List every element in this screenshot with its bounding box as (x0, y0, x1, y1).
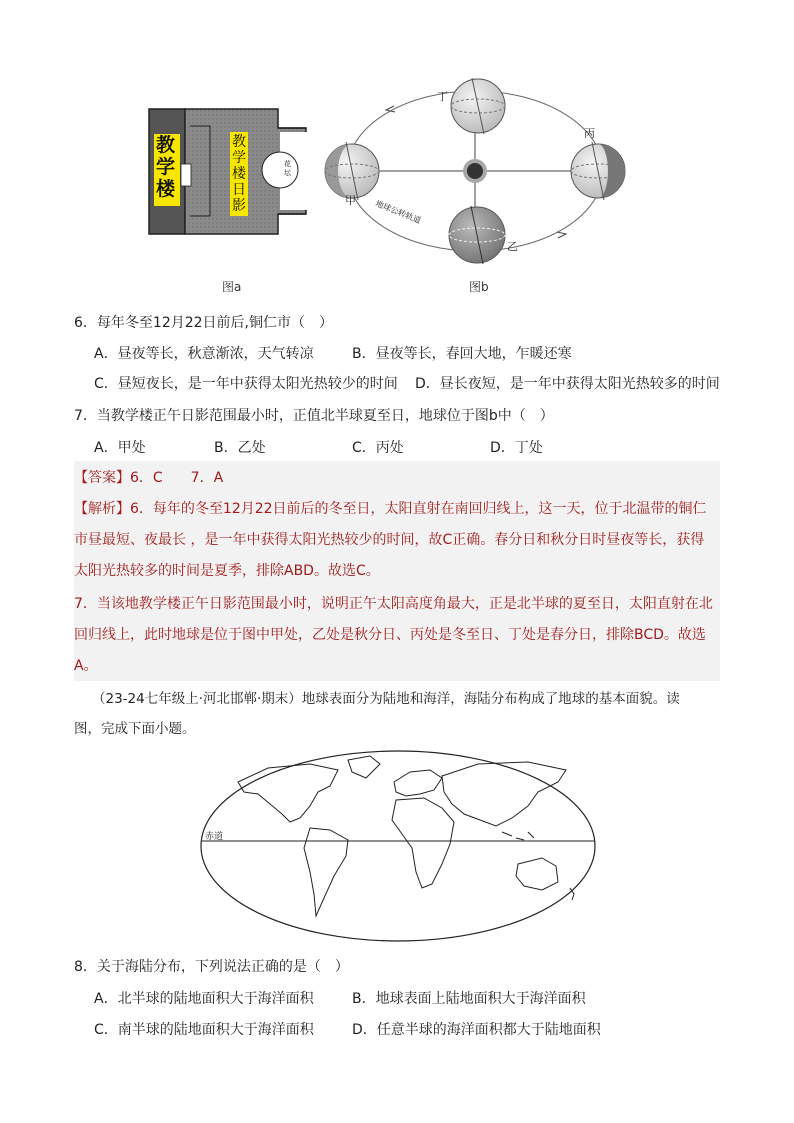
figure-b-orbit (322, 70, 632, 270)
q7-option-a: A．甲处 (94, 440, 146, 456)
q8-stem: 8．关于海陆分布，下列说法正确的是（ ） (74, 959, 349, 975)
analysis-7-text-2: 回归线上，此时地球是位于图中甲处，乙处是秋分日、丙处是冬至日、丁处是春分日，排除BCD。故选 (74, 627, 706, 643)
q6-stem: 6．每年冬至12月22日前后,铜仁市（ ） (74, 315, 333, 331)
figure-b-caption: 图b (469, 280, 489, 294)
q7-option-c: C．丙处 (352, 440, 404, 456)
analysis-6-text-2: 市昼最短、夜最长 ，是一年中获得太阳光热较少的时间，故C正确。春分日和秋分日时昼夜等长，获得 (74, 532, 705, 548)
analysis-7-text-1: 7．当该地教学楼正午日影范围最小时，说明正午太阳高度角最大，正是北半球的夏至日，太阳直射在北 (74, 596, 713, 612)
earth-bing-icon (571, 142, 625, 200)
q6-option-c: C．昼短夜长，是一年中获得太阳光热较少的时间 (94, 376, 398, 392)
answer-line (74, 468, 223, 488)
position-jia-label: 甲 (345, 194, 356, 207)
equator-label: 赤道 (205, 832, 224, 842)
q6-option-d: D．昼长夜短，是一年中获得太阳光热较多的时间 (415, 376, 720, 392)
flower-bed-label: 花坛 (284, 160, 291, 177)
position-yi-label: 乙 (507, 240, 518, 253)
q8-option-b: B．地球表面上陆地面积大于海洋面积 (352, 991, 586, 1007)
q8-option-d: D．任意半球的海洋面积都大于陆地面积 (352, 1022, 601, 1038)
analysis-tag: 【解析】 (74, 501, 130, 517)
figure-a-caption: 图a (222, 280, 242, 294)
analysis-line-1 (74, 499, 707, 519)
q8-option-c: C．南半球的陆地面积大于海洋面积 (94, 1022, 314, 1038)
position-bing-label: 丙 (584, 127, 595, 140)
analysis-6-text-1: 6．每年的冬至12月22日前后的冬至日，太阳直射在南回归线上，这一天，位于北温带的铜仁 (130, 501, 707, 517)
shadow-label: 教学楼日影 (232, 134, 246, 214)
q8-option-a: A．北半球的陆地面积大于海洋面积 (94, 991, 314, 1007)
earth-yi-icon (449, 206, 505, 264)
q6-option-b: B．昼夜等长，春回大地，乍暖还寒 (352, 346, 572, 362)
position-ding-label: 丁 (437, 90, 448, 103)
analysis-6-text-3: 太阳光热较多的时间是夏季，排除ABD。故选C。 (74, 563, 380, 579)
world-map (198, 748, 598, 944)
orbit-label: 地球公转轨道 (374, 198, 423, 226)
analysis-7-text-3: A。 (74, 658, 98, 674)
intro-line-1: （23-24七年级上·河北邯郸·期末）地球表面分为陆地和海洋，海陆分布构成了地球的基本面貌。读 (92, 691, 680, 707)
building-label: 教学楼 (156, 134, 176, 200)
q7-option-b: B．乙处 (214, 440, 266, 456)
answer-text: 6．C 7．A (130, 470, 224, 486)
earth-ding-icon (451, 78, 505, 134)
answer-tag: 【答案】 (74, 470, 130, 486)
intro-line-2: 图，完成下面小题。 (74, 721, 196, 737)
sun-icon (463, 159, 487, 183)
q6-option-a: A．昼夜等长，秋意渐浓，天气转凉 (94, 346, 314, 362)
q7-stem: 7．当教学楼正午日影范围最小时，正值北半球夏至日，地球位于图b中（ ） (74, 408, 554, 424)
q7-option-d: D．丁处 (490, 440, 543, 456)
